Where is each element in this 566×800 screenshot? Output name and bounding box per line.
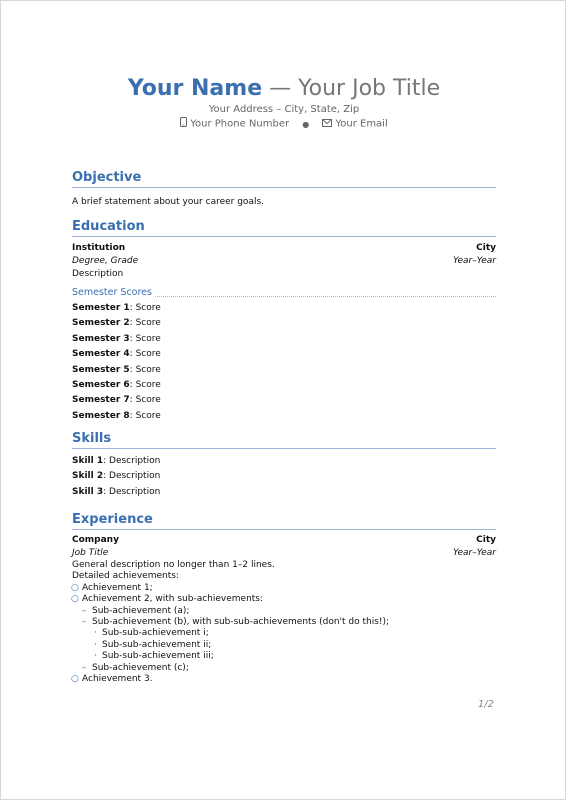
section-title: Education	[72, 219, 496, 237]
semester-value: : Score	[129, 333, 161, 344]
list-item: ○ Achievement 1;	[72, 583, 496, 594]
separator-dot: ●	[302, 119, 310, 129]
address: Your Address – City, State, Zip	[208, 104, 360, 115]
semester-label: Semester 1	[72, 303, 130, 313]
email-address: Your Email	[335, 118, 388, 130]
education-section	[72, 219, 496, 424]
education-years: Year–Year	[452, 256, 496, 266]
skill-label: Skill 1	[72, 456, 104, 466]
achievement-list	[72, 583, 496, 686]
skill-label: Skill 3	[72, 486, 104, 497]
list-item: · Sub-sub-achievement ii;	[72, 640, 496, 651]
semester-value: : Score	[129, 364, 161, 375]
semester-item	[72, 347, 496, 362]
list-item: – Sub-achievement (a);	[72, 606, 496, 617]
experience-years: Year–Year	[452, 548, 496, 558]
experience-entry-sub	[72, 547, 496, 560]
education-entry-header	[72, 242, 496, 255]
semester-value: : Score	[129, 303, 161, 313]
institution: Institution	[72, 243, 126, 253]
experience-general: General description no longer than 1–2 lines.	[72, 560, 275, 570]
semester-label: Semester 4	[72, 349, 130, 360]
experience-job-title: Job Title	[72, 548, 109, 558]
contact-row	[1, 117, 566, 133]
semester-label: Semester 3	[72, 333, 130, 344]
semester-item	[72, 363, 496, 378]
degree: Degree, Grade	[72, 256, 139, 266]
envelope-icon	[322, 118, 332, 132]
list-item: ○ Achievement 3.	[72, 674, 496, 685]
education-entry-sub	[72, 255, 496, 268]
semester-scores-heading	[72, 286, 496, 300]
education-city: City	[476, 243, 496, 253]
education-description: Description	[72, 269, 124, 279]
semester-value: : Score	[129, 410, 161, 421]
page-number: 1/2	[477, 699, 494, 710]
list-item: – Sub-achievement (b), with sub-sub-achievements (don't do this!);	[72, 617, 496, 628]
skill-item	[72, 485, 496, 500]
section-title: Experience	[72, 512, 496, 530]
semester-value: : Score	[129, 349, 161, 360]
skills-list	[72, 454, 496, 500]
semester-label: Semester 7	[72, 395, 130, 406]
experience-entry-header	[72, 534, 496, 547]
person-name: Your Name	[127, 76, 263, 101]
semester-item	[72, 301, 496, 316]
list-item: · Sub-sub-achievement iii;	[72, 651, 496, 662]
semester-value: : Score	[129, 395, 161, 406]
resume-header	[1, 75, 566, 133]
skill-item	[72, 454, 496, 469]
experience-city: City	[476, 535, 496, 545]
section-title: Objective	[72, 170, 496, 188]
title-separator: —	[262, 76, 299, 101]
skill-label: Skill 2	[72, 471, 104, 482]
objective-text: A brief statement about your career goals.	[72, 197, 265, 207]
title-line	[1, 75, 566, 103]
subsection-title: Semester Scores	[72, 287, 152, 298]
semester-item	[72, 332, 496, 347]
list-item: – Sub-achievement (c);	[72, 663, 496, 674]
semester-item	[72, 316, 496, 331]
phone-icon	[180, 117, 187, 132]
semester-value: : Score	[129, 318, 161, 329]
semester-item	[72, 409, 496, 424]
list-item: ○ Achievement 2, with sub-achievements:	[72, 594, 496, 605]
section-title: Skills	[72, 431, 496, 449]
dotted-rule	[155, 296, 496, 297]
skill-value: : Description	[103, 456, 161, 466]
skills-section	[72, 431, 496, 500]
company: Company	[72, 535, 119, 545]
skill-item	[72, 469, 496, 484]
job-title: Your Job Title	[298, 76, 441, 101]
semester-value: : Score	[129, 380, 161, 391]
skill-value: : Description	[103, 471, 161, 482]
semester-label: Semester 8	[72, 410, 130, 421]
list-item: · Sub-sub-achievement i;	[72, 628, 496, 639]
detailed-label: Detailed achievements:	[72, 571, 179, 582]
experience-section	[72, 512, 496, 685]
semester-label: Semester 6	[72, 380, 130, 391]
semester-label: Semester 5	[72, 364, 130, 375]
skill-value: : Description	[103, 486, 161, 497]
semester-item	[72, 378, 496, 393]
objective-section	[72, 170, 496, 208]
phone-number: Your Phone Number	[190, 118, 290, 130]
semester-label: Semester 2	[72, 318, 130, 329]
semester-item	[72, 393, 496, 408]
semester-list	[72, 301, 496, 424]
